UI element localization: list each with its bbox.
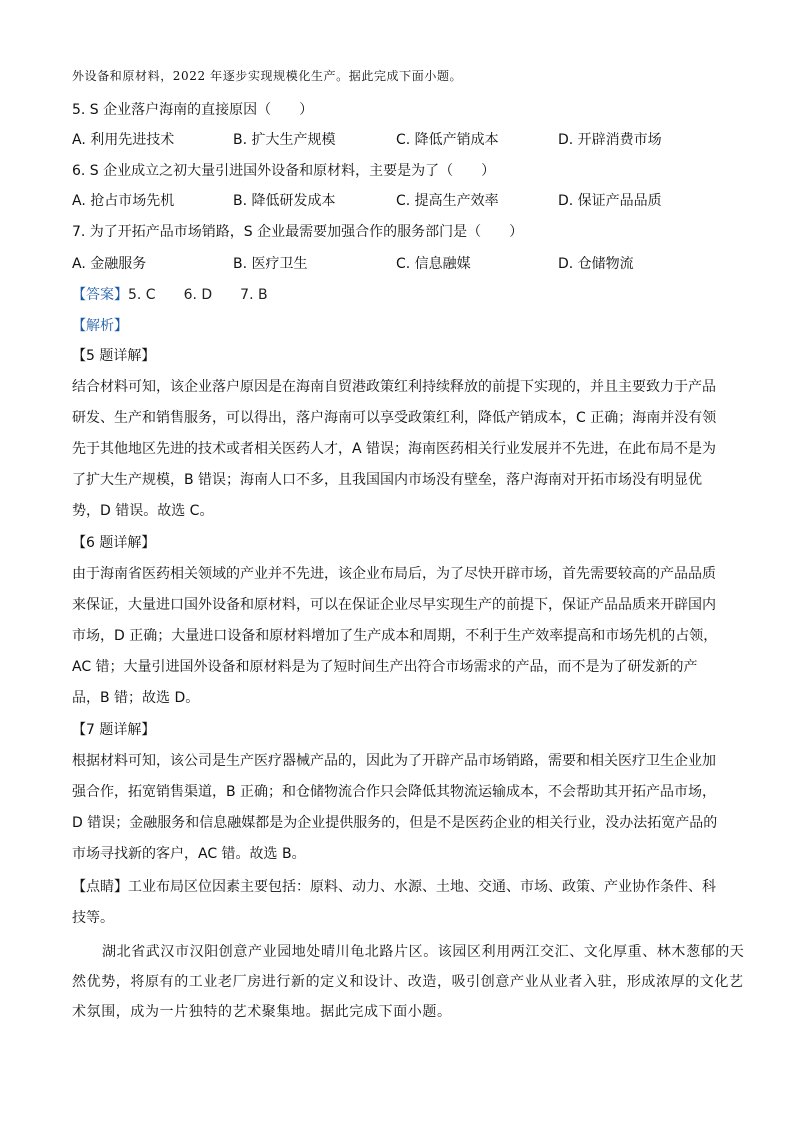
q6-detail-line: 品，B 错；故选 D。 [72, 690, 200, 706]
q6-detail-line: 由于海南省医药相关领域的产业并不先进，该企业布局后，为了尽快开辟市场，首先需要较高的产品品质 [72, 566, 716, 582]
q5-detail-label: 【5 题详解】 [72, 348, 156, 364]
answer-values: 5. C 6. D 7. B [128, 287, 268, 303]
question-5-option-a: A. 利用先进技术 [72, 132, 175, 148]
question-5-stem: 5. S 企业落户海南的直接原因（ ） [72, 102, 314, 118]
q5-detail-line: 研发、生产和销售服务，可以得出，落户海南可以享受政策红利，降低产销成本，C 正确；海南并没有领 [72, 410, 717, 426]
q6-detail-label: 【6 题详解】 [72, 535, 156, 551]
analysis-label: 【解析】 [72, 318, 128, 334]
answer-line [72, 285, 268, 305]
question-6-option-b: B. 降低研发成本 [233, 193, 336, 209]
tip-line: 【点睛】工业布局区位因素主要包括：原料、动力、水源、土地、交通、市场、政策、产业协作条件、科 [72, 879, 716, 895]
question-5-option-d: D. 开辟消费市场 [558, 132, 662, 148]
question-6-stem: 6. S 企业成立之初大量引进国外设备和原材料，主要是为了（ ） [72, 163, 496, 179]
question-7-option-c: C. 信息融媒 [396, 256, 471, 272]
next-material-line: 然优势，将原有的工业老厂房进行新的定义和设计、改造，吸引创意产业从业者入驻，形成浓厚的文化艺 [72, 974, 744, 990]
material-intro-tail: 外设备和原材料，2022 年逐步实现规模化生产。据此完成下面小题。 [72, 69, 463, 83]
question-6-option-d: D. 保证产品品质 [558, 193, 662, 209]
q7-detail-label: 【7 题详解】 [72, 722, 156, 738]
next-material-line: 湖北省武汉市汉阳创意产业园地处晴川龟北路片区。该园区利用两江交汇、文化厚重、林木葱郁的天 [102, 944, 745, 960]
question-6-option-c: C. 提高生产效率 [396, 193, 499, 209]
q6-detail-line: 市场，D 正确；大量进口设备和原材料增加了生产成本和周期，不利于生产效率提高和市场先机的占领， [72, 628, 718, 644]
question-5-option-c: C. 降低产销成本 [396, 132, 499, 148]
q6-detail-line: 来保证，大量进口国外设备和原材料，可以在保证企业尽早实现生产的前提下，保证产品品质来开辟国内 [72, 597, 716, 613]
question-7-stem: 7. 为了开拓产品市场销路，S 企业最需要加强合作的服务部门是（ ） [72, 224, 524, 240]
q7-detail-line: 强合作，拓宽销售渠道，B 正确；和仓储物流合作只会降低其物流运输成本，不会帮助其开拓产品市场， [72, 784, 717, 800]
q7-detail-line: 市场寻找新的客户，AC 错。故选 B。 [72, 846, 306, 862]
question-7-option-b: B. 医疗卫生 [233, 256, 308, 272]
tip-line: 技等。 [72, 910, 114, 926]
question-6-option-a: A. 抢占市场先机 [72, 193, 175, 209]
question-7-option-a: A. 金融服务 [72, 256, 147, 272]
question-7-option-d: D. 仓储物流 [558, 256, 634, 272]
q5-detail-line: 势，D 错误。故选 C。 [72, 503, 214, 519]
answer-label: 【答案】 [72, 287, 128, 303]
q7-detail-line: 根据材料可知，该公司是生产医疗器械产品的，因此为了开辟产品市场销路，需要和相关医疗卫生企业加 [72, 753, 716, 769]
q5-detail-line: 了扩大生产规模，B 错误；海南人口不多，且我国国内市场没有壁垒，落户海南对开拓市场没有明显优 [72, 472, 703, 488]
q5-detail-line: 先于其他地区先进的技术或者相关医药人才，A 错误；海南医药相关行业发展并不先进，在此布局不是为 [72, 441, 717, 457]
next-material-line: 术氛围，成为一片独特的艺术聚集地。据此完成下面小题。 [72, 1004, 452, 1020]
q7-detail-line: D 错误；金融服务和信息融媒都是为企业提供服务的，但是不是医药企业的相关行业，没办法拓宽产品的 [72, 815, 718, 831]
q6-detail-line: AC 错；大量引进国外设备和原材料是为了短时间生产出符合市场需求的产品，而不是为了研发新的产 [72, 659, 698, 675]
q5-detail-line: 结合材料可知，该企业落户原因是在海南自贸港政策红利持续释放的前提下实现的，并且主要致力于产品 [72, 379, 716, 395]
question-5-option-b: B. 扩大生产规模 [233, 132, 336, 148]
